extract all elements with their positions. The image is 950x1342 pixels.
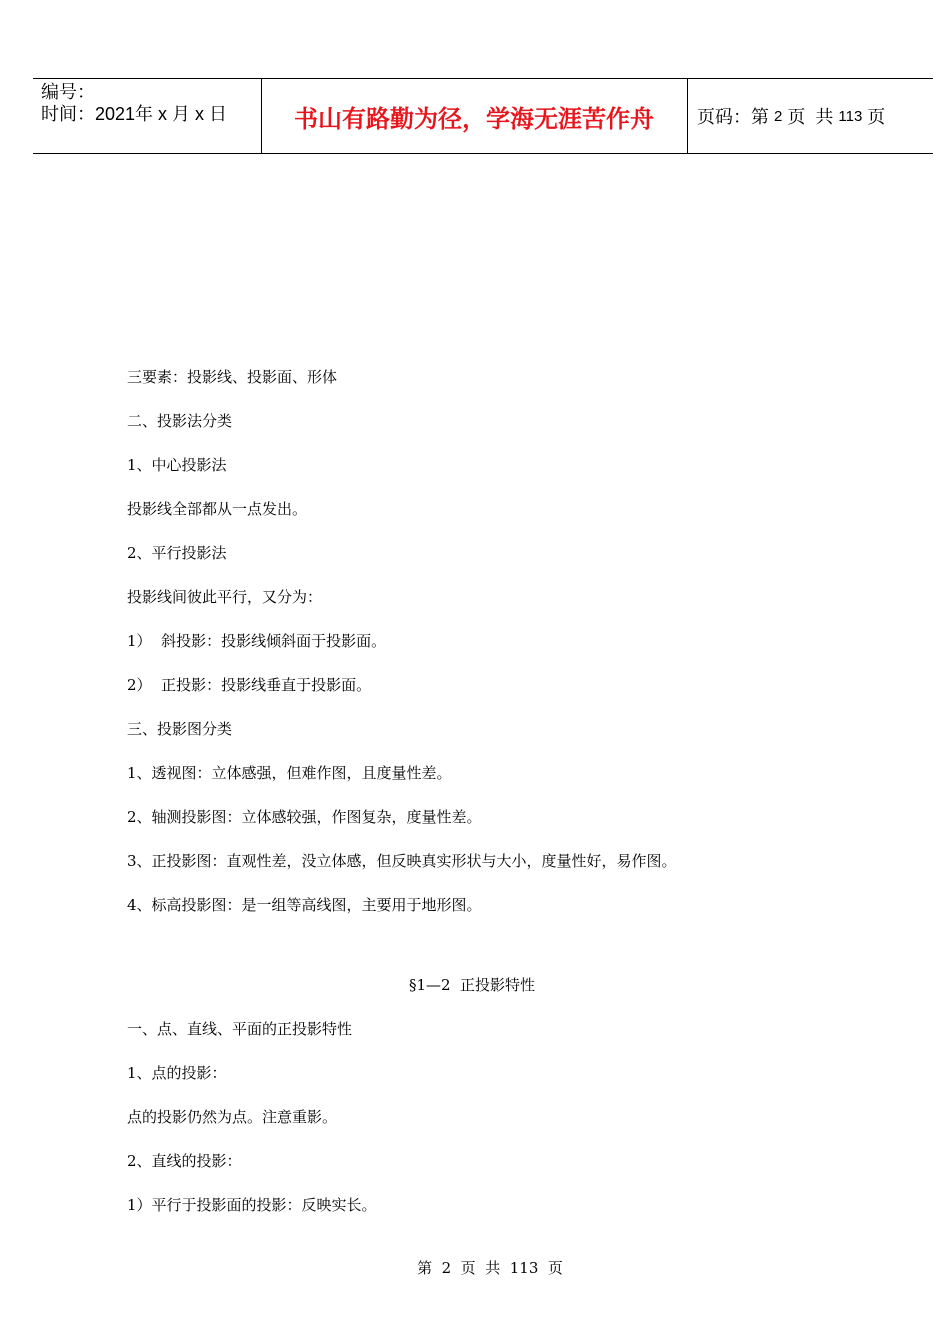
time-suffix: 年 x 月 x 日: [135, 104, 228, 124]
header-slogan: 书山有路勤为径，学海无涯苦作舟: [294, 104, 654, 133]
time-prefix: 时间：: [41, 104, 95, 124]
document-body: [127, 365, 827, 1237]
paragraph: 投影线间彼此平行，又分为：: [127, 588, 323, 606]
paragraph: 点的投影仍然为点。注意重影。: [127, 1108, 338, 1126]
page-suffix: 页: [862, 107, 886, 127]
paragraph: 4、标高投影图：是一组等高线图，主要用于地形图。: [127, 896, 482, 914]
page-header: [33, 78, 933, 154]
paragraph: 1、点的投影：: [127, 1064, 227, 1082]
paragraph: 2、平行投影法: [127, 544, 227, 562]
paragraph: 1） 斜投影：投影线倾斜面于投影面。: [127, 632, 387, 650]
paragraph: 二、投影法分类: [127, 412, 233, 430]
paragraph: 2） 正投影：投影线垂直于投影面。: [127, 676, 372, 694]
header-divider-right: [687, 79, 688, 153]
header-meta: [41, 81, 227, 125]
page-mid: 页 共: [782, 107, 839, 127]
page-current: 2: [774, 107, 783, 125]
paragraph: 3、正投影图：直观性差，没立体感，但反映真实形状与大小，度量性好，易作图。: [127, 852, 677, 870]
paragraph: 投影线全部都从一点发出。: [127, 500, 308, 518]
paragraph: 2、轴测投影图：立体感较强，作图复杂，度量性差。: [127, 808, 482, 826]
paragraph: 一、点、直线、平面的正投影特性: [127, 1020, 353, 1038]
paragraph: 2、直线的投影：: [127, 1152, 242, 1170]
time-year: 2021: [95, 104, 136, 124]
section-title: §1—2 正投影特性: [408, 976, 536, 994]
paragraph: 1）平行于投影面的投影：反映实长。: [127, 1196, 377, 1214]
paragraph: 三要素：投影线、投影面、形体: [127, 368, 338, 386]
page-footer: 第 2 页 共 113 页: [417, 1259, 563, 1277]
paragraph: 三、投影图分类: [127, 720, 233, 738]
page-total: 113: [838, 107, 863, 125]
paragraph: 1、透视图：立体感强，但难作图，且度量性差。: [127, 764, 452, 782]
number-label: 编号：: [41, 82, 95, 102]
paragraph: 1、中心投影法: [127, 456, 227, 474]
header-page-info: [697, 79, 885, 153]
page-prefix: 页码：第: [697, 107, 775, 127]
time-line: [41, 103, 227, 125]
